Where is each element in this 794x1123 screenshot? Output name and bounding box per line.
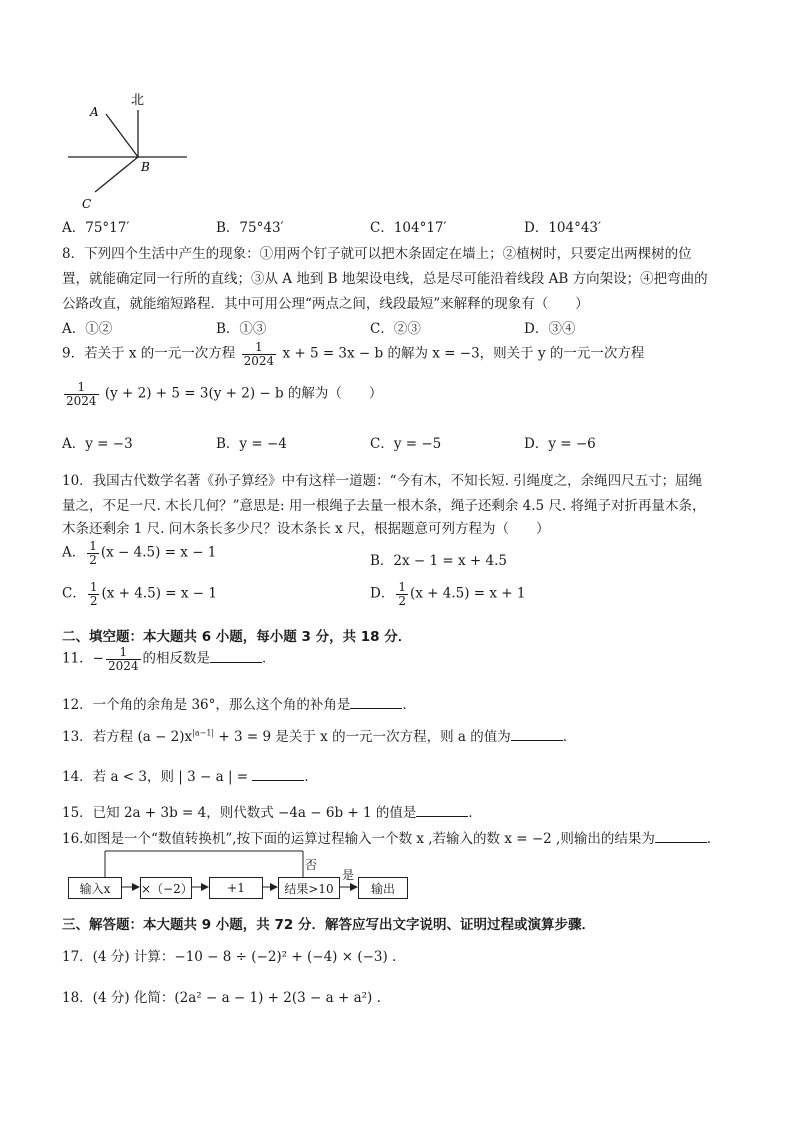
- q13: 13．若方程 $(a - 2)x^{|a-1|} + 3 = 9$ 是关于 x 的一元一次方程，则 a 的值为 ．: [62, 728, 577, 745]
- q7-option-d: D．104°43′: [524, 220, 602, 236]
- q10-line-3: 木条还剩余 1 尺. 问木条长多少尺？设木条长 x 尺，根据题意可列方程为（ ）: [62, 521, 550, 537]
- q9-text-1: 9．若关于 x 的一元一次方程: [62, 345, 236, 362]
- flow-yes-label: 是: [342, 868, 355, 882]
- q10-option-b: B．2x − 1 = x + 4.5: [370, 553, 507, 569]
- q10-option-a: A． $\frac{1}{2}$ (x − 4.5) = x − 1: [62, 539, 217, 567]
- q9-fraction-1: $\frac{1}{2024}$: [243, 340, 275, 368]
- flow-condition-box: 结果>10: [278, 877, 340, 899]
- q7-option-b: B．75°43′: [216, 220, 284, 236]
- q18: 18．(4 分) 化简：(2a² − a − 1) + 2(3 − a + a²) .: [62, 990, 381, 1006]
- q7-option-a: A．75°17′: [62, 220, 130, 236]
- q8-line-1: 8．下列四个生活中产生的现象：①用两个钉子就可以把木条固定在墙上；②植树时，只要定出两棵树的位: [62, 246, 692, 262]
- section-2-heading: 二、填空题：本大题共 6 小题，每小题 3 分，共 18 分．: [62, 629, 412, 645]
- q10-option-d: D． $\frac{1}{2}$ (x + 4.5) = x + 1: [370, 580, 526, 608]
- flow-no-label: 否: [305, 858, 318, 872]
- angle-diagram: [60, 88, 200, 213]
- q11-fraction: $\frac{1}{2024}$: [108, 645, 139, 673]
- point-b-label: B: [141, 160, 150, 174]
- q16: 16.如图是一个“数值转换机”,按下面的运算过程输入一个数 x ,若输入的数 x = −2 ,则输出的结果为 ．: [62, 831, 721, 847]
- q9-line-2: [62, 381, 382, 407]
- flow-input-box: 输入x: [68, 877, 122, 899]
- north-label: 北: [131, 93, 145, 108]
- q8-line-3: 公路改直，就能缩短路程．其中可用公理“两点之间，线段最短”来解释的现象有（ ）: [62, 296, 589, 312]
- q10-line-2: 量之，不足一尺. 木长几何？”意思是: 用一根绳子去量一根木条，绳子还剩余 4.5 尺. 将绳子对折再量木条，: [62, 498, 706, 514]
- q8-option-d: D．③④: [524, 321, 576, 337]
- q9-option-c: C．y = −5: [370, 436, 442, 452]
- point-a-label: A: [90, 105, 99, 119]
- q7-option-c: C．104°17′: [370, 220, 447, 236]
- flow-add-box: +1: [209, 877, 263, 899]
- q9-text-3: (y + 2) + 5 = 3(y + 2) − b 的解为（ ）: [104, 385, 383, 402]
- flow-multiply-box: ×（−2）: [140, 877, 192, 899]
- q8-option-c: C．②③: [370, 321, 421, 337]
- q12-answer-blank: [350, 696, 402, 709]
- q10-option-c: C． $\frac{1}{2}$ (x + 4.5) = x − 1: [62, 580, 217, 608]
- q8-option-a: A．①②: [62, 321, 113, 337]
- q15-answer-blank: [416, 804, 468, 817]
- flow-output-box: 输出: [358, 877, 408, 899]
- point-c-label: C: [82, 197, 92, 211]
- q15: 15．已知 2a + 3b = 4，则代数式 −4a − 6b + 1 的值是 ．: [62, 805, 482, 821]
- q10-line-1: 10．我国古代数学名著《孙子算经》中有这样一道题：“今有木，不知长短. 引绳度之，余绳四尺五寸；屈绳: [62, 473, 703, 489]
- q9-option-b: B．y = −4: [216, 436, 287, 452]
- q9-fraction-2: $\frac{1}{2024}$: [66, 380, 97, 408]
- q13-answer-blank: [511, 728, 563, 741]
- q9-option-d: D．y = −6: [524, 436, 596, 452]
- q9-line-1: [62, 341, 644, 367]
- section-3-heading: 三、解答题：本大题共 9 小题，共 72 分．解答应写出文字说明、证明过程或演算步骤．: [62, 917, 595, 933]
- q12: 12．一个角的余角是 36°，那么这个角的补角是 ．: [62, 697, 416, 713]
- q11-answer-blank: [210, 650, 262, 663]
- q8-line-2: 置，就能确定同一行所的直线；③从 A 地到 B 地架设电线，总是尽可能沿着线段 AB 方向架设；④把弯曲的: [62, 271, 708, 287]
- q14-answer-blank: [252, 768, 304, 781]
- q16-answer-blank: [655, 830, 707, 843]
- q8-option-b: B．①③: [216, 321, 267, 337]
- q9-text-2: x + 5 = 3x − b 的解为 x = −3，则关于 y 的一元一次方程: [282, 345, 645, 362]
- q9-option-a: A．y = −3: [62, 436, 133, 452]
- q17: 17．(4 分) 计算：−10 − 8 ÷ (−2)² + (−4) × (−3) .: [62, 949, 397, 965]
- q11: 11．− $\frac{1}{2024}$ 的相反数是 ．: [62, 645, 276, 673]
- q14: 14．若 a < 3，则 | 3 − a | = ．: [62, 769, 318, 785]
